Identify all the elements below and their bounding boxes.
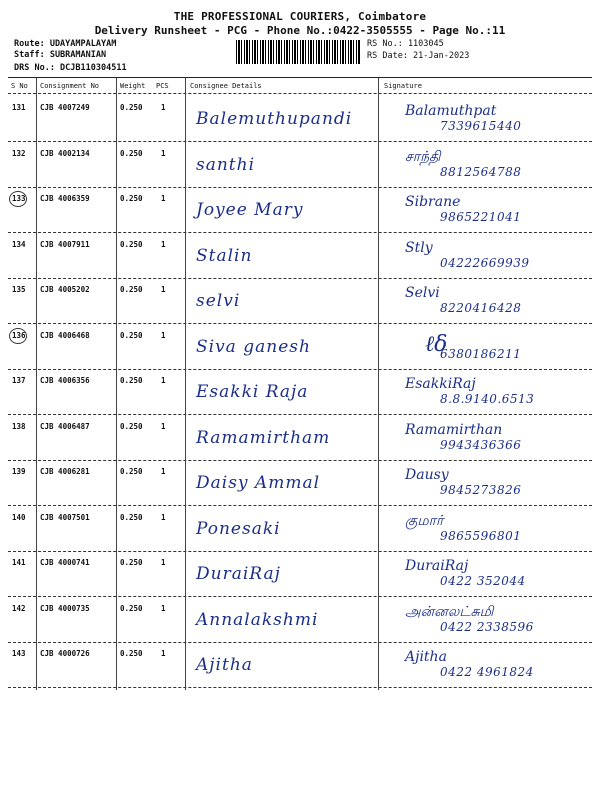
consignee-name: Siva ganesh	[196, 337, 311, 357]
header-top-rule	[8, 77, 592, 78]
signature-phone: 0422 2338596	[440, 620, 534, 634]
row-pcs: 1	[161, 467, 166, 476]
consignee-name: Daisy Ammal	[196, 473, 321, 493]
signature-phone: 9845273826	[440, 483, 522, 497]
row-weight: 0.250	[120, 422, 143, 431]
row-weight: 0.250	[120, 649, 143, 658]
row-sno: 137	[12, 376, 26, 385]
signature-phone: 0422 352044	[440, 574, 526, 588]
row-divider	[8, 596, 592, 597]
col-header-sno: S No	[11, 82, 28, 90]
row-divider	[8, 369, 592, 370]
row-pcs: 1	[161, 513, 166, 522]
consignee-name: Ramamirtham	[196, 428, 331, 448]
row-divider	[8, 687, 592, 688]
col-header-weight: Weight	[120, 82, 146, 90]
signature-name: Ramamirthan	[405, 422, 503, 438]
signature-name: DuraiRaj	[405, 558, 469, 574]
signature-phone: 9943436366	[440, 438, 522, 452]
signature-name: Balamuthpat	[405, 103, 497, 119]
row-weight: 0.250	[120, 194, 143, 203]
signature-phone: 8.8.9140.6513	[440, 392, 535, 406]
signature-phone: 8812564788	[440, 165, 522, 179]
signature-name: Selvi	[405, 285, 440, 301]
row-consignment: CJB 4006281	[40, 467, 90, 476]
signature-name: Dausy	[405, 467, 449, 483]
row-pcs: 1	[161, 331, 166, 340]
signature-name: சாந்தி	[405, 149, 441, 165]
col-header-consignment: Consignment No	[40, 82, 100, 90]
row-consignment: CJB 4000741	[40, 558, 90, 567]
row-divider	[8, 323, 592, 324]
row-pcs: 1	[161, 649, 166, 658]
row-weight: 0.250	[120, 103, 143, 112]
col-divider	[116, 78, 117, 690]
consignee-name: Ajitha	[196, 655, 253, 675]
row-divider	[8, 141, 592, 142]
row-pcs: 1	[161, 149, 166, 158]
row-sno: 133	[12, 194, 26, 203]
row-consignment: CJB 4002134	[40, 149, 90, 158]
consignee-name: DuraiRaj	[196, 564, 281, 584]
row-pcs: 1	[161, 240, 166, 249]
col-header-consignee: Consignee Details	[190, 82, 262, 90]
row-sno: 136	[12, 331, 26, 340]
signature-phone: 8220416428	[440, 301, 522, 315]
row-divider	[8, 505, 592, 506]
signature-name: Stly	[405, 240, 433, 256]
row-consignment: CJB 4006487	[40, 422, 90, 431]
col-divider	[36, 78, 37, 690]
row-consignment: CJB 4007249	[40, 103, 90, 112]
row-weight: 0.250	[120, 376, 143, 385]
row-sno: 140	[12, 513, 26, 522]
row-sno: 142	[12, 604, 26, 613]
row-weight: 0.250	[120, 558, 143, 567]
consignee-name: Balemuthupandi	[196, 109, 353, 129]
row-divider	[8, 414, 592, 415]
row-divider	[8, 551, 592, 552]
circle-mark	[9, 328, 27, 344]
row-consignment: CJB 4000726	[40, 649, 90, 658]
consignee-name: Joyee Mary	[196, 200, 304, 220]
signature-name: குமார்	[405, 513, 444, 529]
row-weight: 0.250	[120, 467, 143, 476]
rs-number: RS No.: 1103045	[367, 39, 444, 49]
drs-label: DRS No.: DCJB110304511	[14, 63, 127, 73]
row-weight: 0.250	[120, 513, 143, 522]
row-divider	[8, 187, 592, 188]
row-consignment: CJB 4006356	[40, 376, 90, 385]
row-sno: 134	[12, 240, 26, 249]
row-pcs: 1	[161, 194, 166, 203]
row-weight: 0.250	[120, 331, 143, 340]
signature-phone: 6380186211	[440, 347, 522, 361]
consignee-name: Esakki Raja	[196, 382, 309, 402]
company-title: THE PROFESSIONAL COURIERS, Coimbatore	[173, 10, 427, 23]
row-sno: 131	[12, 103, 26, 112]
signature-phone: 9865596801	[440, 529, 522, 543]
row-sno: 139	[12, 467, 26, 476]
col-header-pcs: PCS	[156, 82, 169, 90]
route-label: Route: UDAYAMPALAYAM	[14, 39, 117, 49]
signature-phone: 7339615440	[440, 119, 522, 133]
consignee-name: Ponesaki	[196, 519, 281, 539]
row-sno: 135	[12, 285, 26, 294]
row-weight: 0.250	[120, 604, 143, 613]
row-pcs: 1	[161, 376, 166, 385]
signature-name: Sibrane	[405, 194, 461, 210]
row-pcs: 1	[161, 285, 166, 294]
row-sno: 132	[12, 149, 26, 158]
circle-mark	[9, 191, 27, 207]
row-consignment: CJB 4006359	[40, 194, 90, 203]
row-pcs: 1	[161, 558, 166, 567]
signature-phone: 9865221041	[440, 210, 522, 224]
row-divider	[8, 642, 592, 643]
row-divider	[8, 460, 592, 461]
col-divider	[378, 78, 379, 690]
consignee-name: selvi	[196, 291, 241, 311]
signature-scribble: ℓδ	[425, 332, 448, 357]
barcode	[236, 40, 360, 64]
col-divider	[185, 78, 186, 690]
row-sno: 143	[12, 649, 26, 658]
header-bottom-rule	[8, 93, 592, 94]
row-sno: 141	[12, 558, 26, 567]
row-consignment: CJB 4007911	[40, 240, 90, 249]
signature-name: EsakkiRaj	[405, 376, 476, 392]
consignee-name: santhi	[196, 155, 256, 175]
signature-phone: 0422 4961824	[440, 665, 534, 679]
signature-name: Ajitha	[405, 649, 447, 665]
col-header-signature: Signature	[384, 82, 422, 90]
consignee-name: Annalakshmi	[196, 610, 319, 630]
consignee-name: Stalin	[196, 246, 253, 266]
row-weight: 0.250	[120, 285, 143, 294]
row-sno: 138	[12, 422, 26, 431]
row-consignment: CJB 4007501	[40, 513, 90, 522]
staff-label: Staff: SUBRAMANIAN	[14, 50, 107, 60]
row-pcs: 1	[161, 422, 166, 431]
row-pcs: 1	[161, 604, 166, 613]
row-consignment: CJB 4006468	[40, 331, 90, 340]
row-divider	[8, 278, 592, 279]
row-pcs: 1	[161, 103, 166, 112]
signature-phone: 04222669939	[440, 256, 530, 270]
row-consignment: CJB 4005202	[40, 285, 90, 294]
signature-name: அன்னலட்சுமி	[405, 604, 494, 620]
rs-date: RS Date: 21-Jan-2023	[367, 51, 470, 61]
row-consignment: CJB 4000735	[40, 604, 90, 613]
runsheet-title: Delivery Runsheet - PCG - Phone No.:0422-3505555 - Page No.:11	[94, 24, 506, 37]
row-weight: 0.250	[120, 149, 143, 158]
row-weight: 0.250	[120, 240, 143, 249]
row-divider	[8, 232, 592, 233]
